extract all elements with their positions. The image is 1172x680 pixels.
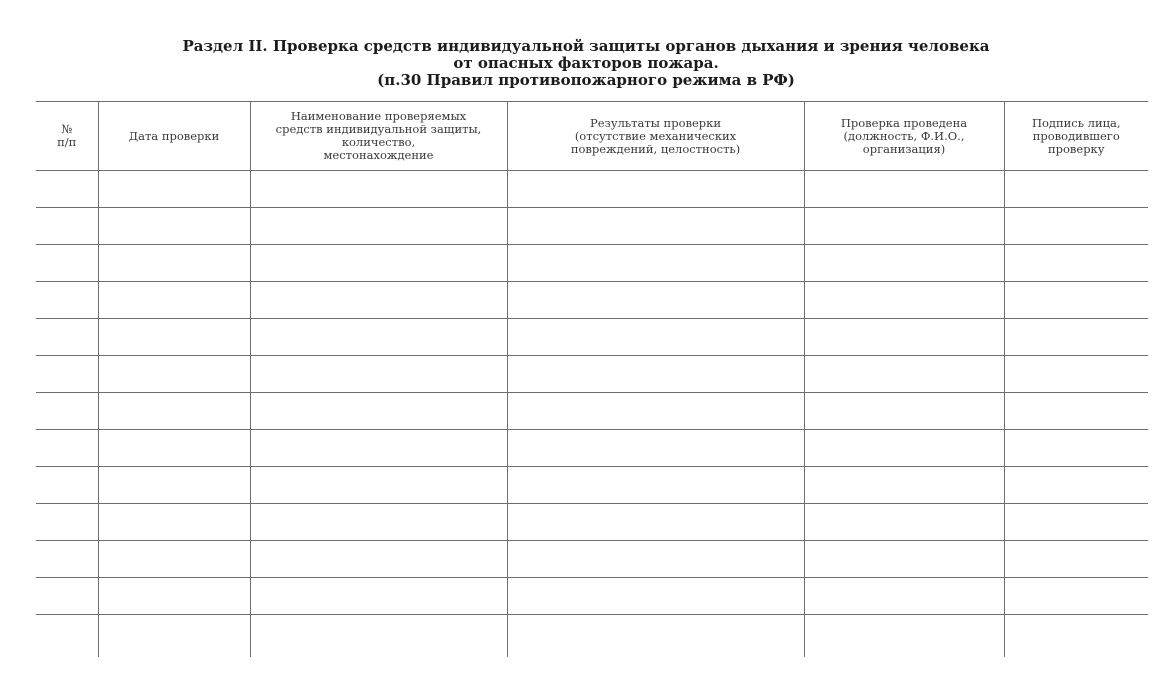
table-cell [36, 541, 98, 578]
table-cell [36, 430, 98, 467]
table-cell [804, 393, 1004, 430]
table-cell [98, 356, 250, 393]
table-cell [804, 541, 1004, 578]
table-cell [98, 393, 250, 430]
table-cell [804, 356, 1004, 393]
table-cell [250, 393, 507, 430]
table-cell [507, 356, 804, 393]
table-cell [98, 319, 250, 356]
table-cell [1004, 393, 1148, 430]
table-cell [250, 504, 507, 541]
section-title-line-3: (п.30 Правил противопожарного режима в РФ) [377, 71, 795, 89]
table-cell [36, 393, 98, 430]
table-cell [36, 208, 98, 245]
header-check-results: Результаты проверки (отсутствие механических повреждений, целостность) [507, 102, 804, 171]
section-title [0, 38, 1172, 89]
table-cell [1004, 430, 1148, 467]
table-row [36, 356, 1148, 393]
table-row [36, 282, 1148, 319]
table-row [36, 393, 1148, 430]
table-cell [250, 282, 507, 319]
table-cell [1004, 245, 1148, 282]
table-row [36, 504, 1148, 541]
table-cell [804, 208, 1004, 245]
table-cell [250, 578, 507, 615]
table-cell [250, 208, 507, 245]
table-cell [507, 171, 804, 208]
table-cell [36, 578, 98, 615]
table-row [36, 245, 1148, 282]
table-cell [1004, 578, 1148, 615]
header-checked-by: Проверка проведена (должность, Ф.И.О., организация) [804, 102, 1004, 171]
table-cell [507, 282, 804, 319]
table-cell [36, 282, 98, 319]
table-cell [1004, 208, 1148, 245]
section-title-line-1: Раздел II. Проверка средств индивидуальной защиты органов дыхания и зрения человека [182, 37, 990, 55]
table-row [36, 578, 1148, 615]
table-cell [36, 171, 98, 208]
table-row [36, 467, 1148, 504]
table-cell [98, 578, 250, 615]
table-cell [98, 208, 250, 245]
table-cell [804, 504, 1004, 541]
header-signature: Подпись лица, проводившего проверку [1004, 102, 1148, 171]
table-cell [1004, 171, 1148, 208]
table-cell [36, 319, 98, 356]
table-cell [507, 245, 804, 282]
table-cell [250, 319, 507, 356]
table-cell [507, 578, 804, 615]
table-cell [98, 430, 250, 467]
table-cell [507, 393, 804, 430]
table-cell [804, 430, 1004, 467]
table-cell [507, 467, 804, 504]
table-cell [36, 245, 98, 282]
table-cell [98, 504, 250, 541]
table-header-row [36, 102, 1148, 171]
table-cell [250, 467, 507, 504]
table-cell [98, 541, 250, 578]
table-cell [804, 467, 1004, 504]
table-cell [98, 171, 250, 208]
table-cell [804, 319, 1004, 356]
table-cell [250, 356, 507, 393]
table-cell [507, 504, 804, 541]
table-row [36, 615, 1148, 658]
table-row [36, 319, 1148, 356]
table-cell [804, 615, 1004, 658]
table-cell [804, 171, 1004, 208]
table-cell [507, 541, 804, 578]
table-cell [36, 504, 98, 541]
table-cell [1004, 541, 1148, 578]
table-cell [36, 615, 98, 658]
table-cell [98, 245, 250, 282]
table-row [36, 430, 1148, 467]
table-cell [507, 430, 804, 467]
header-number: № п/п [36, 102, 98, 171]
table-cell [98, 282, 250, 319]
table-cell [36, 467, 98, 504]
table-cell [804, 282, 1004, 319]
table-cell [1004, 356, 1148, 393]
table-cell [250, 615, 507, 658]
table-cell [250, 541, 507, 578]
table-row [36, 171, 1148, 208]
table-cell [804, 245, 1004, 282]
table-cell [1004, 467, 1148, 504]
inspection-register-table [36, 101, 1148, 657]
table-row [36, 208, 1148, 245]
table-cell [1004, 504, 1148, 541]
header-check-date: Дата проверки [98, 102, 250, 171]
table-cell [250, 171, 507, 208]
table-row [36, 541, 1148, 578]
table-cell [250, 245, 507, 282]
table-cell [98, 467, 250, 504]
table-cell [507, 319, 804, 356]
table-cell [36, 356, 98, 393]
table-body [36, 171, 1148, 658]
table-cell [507, 615, 804, 658]
table-cell [1004, 615, 1148, 658]
table-cell [250, 430, 507, 467]
table-cell [1004, 319, 1148, 356]
header-equipment-name: Наименование проверяемых средств индивидуальной защиты, количество, местонахождение [250, 102, 507, 171]
table-cell [98, 615, 250, 658]
table-cell [1004, 282, 1148, 319]
table-cell [804, 578, 1004, 615]
section-title-line-2: от опасных факторов пожара. [453, 54, 719, 72]
table-cell [507, 208, 804, 245]
